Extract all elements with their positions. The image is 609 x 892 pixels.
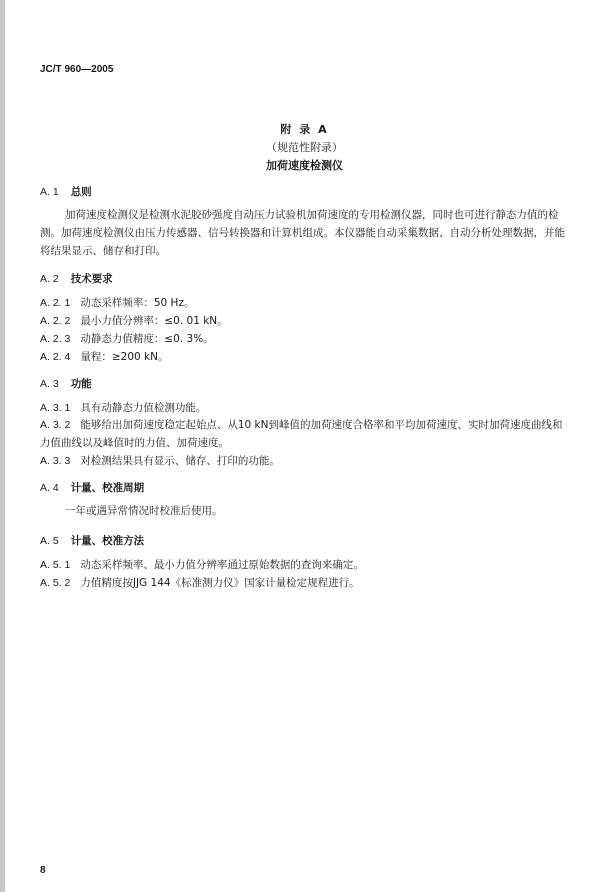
section-heading-a4 [40,480,144,495]
clause-a2-2 [40,313,228,328]
clause-a5-1 [40,557,364,572]
section-title: 技术要求 [70,273,113,285]
section-number: A. 3 [40,378,59,390]
section-heading-a2 [40,271,113,286]
clause-a2-4 [40,349,168,364]
clause-text: 具有动静态力值检测功能。 [80,402,207,414]
clause-text: 动静态力值精度：≤0. 3%。 [80,333,214,345]
clause-a2-1 [40,295,194,310]
clause-number: A. 2. 4 [40,351,71,363]
paragraph-text: 加荷速度检测仪是检测水泥胶砂强度自动压力试验机加荷速度的专用检测仪器，同时也可进行静态力值的检测。加荷速度检测仪由压力传感器、信号转换器和计算机组成。本仪器能自动采集数据、自动分析处理数据，并能将结果显示、储存和打印。 [40,209,565,257]
section-number: A. 5 [40,535,59,547]
section-title: 计量、校准方法 [70,535,145,547]
section-number: A. 4 [40,482,59,494]
clause-a3-3 [40,453,280,468]
section-title: 计量、校准周期 [70,482,145,494]
clause-text: 最小力值分辨率：≤0. 01 kN。 [80,315,228,327]
clause-a2-3 [40,331,214,346]
section-heading-a3 [40,376,92,391]
section-title: 功能 [70,378,92,390]
clause-a5-2 [40,575,360,590]
section-number: A. 1 [40,186,59,198]
section-heading-a1 [40,184,92,199]
section-title: 总则 [70,186,92,198]
section-paragraph-a1 [40,206,570,260]
section-heading-a5 [40,533,144,548]
section-paragraph-a4 [40,502,570,520]
clause-a3-2 [40,416,570,452]
appendix-title: 加荷速度检测仪 [266,159,343,172]
page-number: 8 [40,865,46,876]
clause-text: 动态采样频率、最小力值分辨率通过原始数据的查询来确定。 [80,559,364,571]
standard-number: JC/T 960—2005 [40,64,114,75]
appendix-nature: （规范性附录） [266,141,343,154]
clause-number: A. 2. 1 [40,297,71,309]
clause-number: A. 2. 2 [40,315,71,327]
clause-text: 量程：≥200 kN。 [80,351,169,363]
appendix-label: 附 录 A [280,123,329,136]
clause-number: A. 3. 3 [40,455,71,467]
clause-number: A. 5. 1 [40,559,71,571]
clause-text: 力值精度按JJG 144《标准测力仪》国家计量检定规程进行。 [80,577,360,589]
clause-text: 动态采样频率：50 Hz。 [80,297,195,309]
clause-a3-1 [40,400,206,415]
clause-text: 能够给出加荷速度稳定起始点、从10 kN到峰值的加荷速度合格率和平均加荷速度、实时加荷速度曲线和力值曲线以及峰值时的力值、加荷速度。 [40,419,563,449]
clause-number: A. 3. 1 [40,402,71,414]
paragraph-text: 一年或遇异常情况时校准后使用。 [65,505,223,517]
section-number: A. 2 [40,273,59,285]
clause-number: A. 2. 3 [40,333,71,345]
clause-number: A. 5. 2 [40,577,71,589]
clause-number: A. 3. 2 [40,419,71,431]
clause-text: 对检测结果具有显示、储存、打印的功能。 [80,455,280,467]
